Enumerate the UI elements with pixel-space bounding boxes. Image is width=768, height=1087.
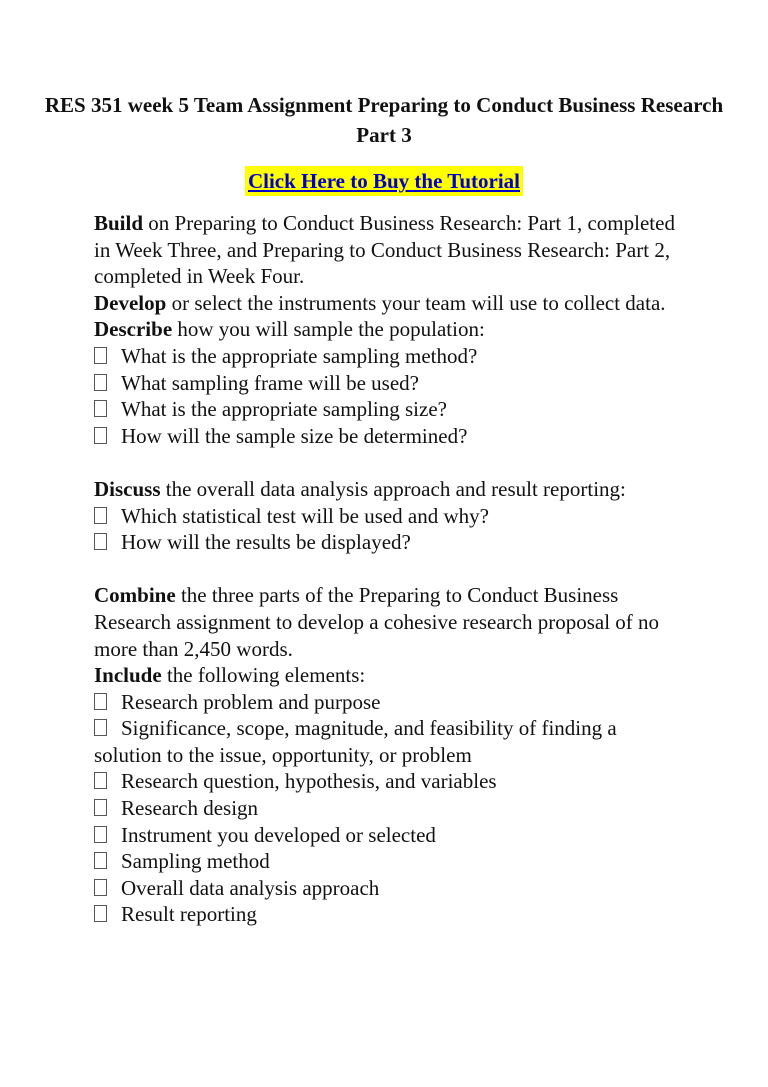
list-item: Sampling method (94, 848, 684, 875)
paragraph-combine (94, 582, 684, 662)
list-item: Research question, hypothesis, and variables (94, 768, 684, 795)
checkbox-icon (94, 719, 107, 736)
checkbox-icon (94, 772, 107, 789)
list-item: Research problem and purpose (94, 689, 684, 716)
list-item: What is the appropriate sampling size? (94, 396, 684, 423)
paragraph-include (94, 662, 684, 689)
checkbox-icon (94, 852, 107, 869)
checkbox-icon (94, 507, 107, 524)
list-item: Instrument you developed or selected (94, 822, 684, 849)
paragraph-develop (94, 290, 684, 317)
paragraph-text: the overall data analysis approach and result reporting: (160, 476, 626, 501)
paragraph-text: or select the instruments your team will use to collect data. (166, 290, 666, 315)
list-item: How will the sample size be determined? (94, 423, 684, 450)
checkbox-icon (94, 693, 107, 710)
checkbox-icon (94, 905, 107, 922)
paragraph-text: the following elements: (161, 663, 366, 688)
checkbox-icon (94, 427, 107, 444)
checkbox-icon (94, 826, 107, 843)
spacer (94, 556, 684, 583)
list-item: Overall data analysis approach (94, 875, 684, 902)
list-item: Research design (94, 795, 684, 822)
buy-tutorial-link[interactable]: Click Here to Buy the Tutorial (245, 166, 523, 196)
lead-word: Build (94, 211, 144, 235)
paragraph-text: the three parts of the Preparing to Conduct Business Research assignment to develop a cohesive research proposal of no more than 2,450 words. (94, 583, 660, 661)
lead-word: Discuss (94, 476, 161, 501)
lead-word: Combine (94, 583, 176, 608)
checkbox-icon (94, 533, 107, 550)
document-body (94, 210, 684, 928)
paragraph-text: how you will sample the population: (172, 317, 485, 342)
paragraph-build (94, 210, 684, 290)
lead-word: Describe (94, 317, 173, 342)
checkbox-icon (94, 400, 107, 417)
page-title: RES 351 week 5 Team Assignment Preparing to Conduct Business Research Part 3 (44, 93, 724, 147)
checkbox-icon (94, 347, 107, 364)
lead-word: Develop (94, 290, 167, 315)
list-item: What sampling frame will be used? (94, 370, 684, 397)
buy-link-container (0, 166, 768, 196)
checkbox-icon (94, 799, 107, 816)
paragraph-discuss (94, 476, 684, 503)
list-item: Significance, scope, magnitude, and feasibility of finding a solution to the issue, opportunity, or problem (94, 716, 617, 767)
paragraph-describe (94, 316, 684, 343)
paragraph-text: on Preparing to Conduct Business Research: Part 1, completed in Week Three, and Preparing to Conduct Business Research: Part 2, completed in Week Four. (94, 211, 675, 289)
list-item: What is the appropriate sampling method? (94, 343, 684, 370)
checkbox-icon (94, 374, 107, 391)
list-item: How will the results be displayed? (94, 529, 684, 556)
list-item: Result reporting (94, 901, 684, 928)
spacer (94, 449, 684, 476)
checkbox-icon (94, 879, 107, 896)
list-item: Which statistical test will be used and why? (94, 503, 684, 530)
lead-word: Include (94, 663, 162, 688)
